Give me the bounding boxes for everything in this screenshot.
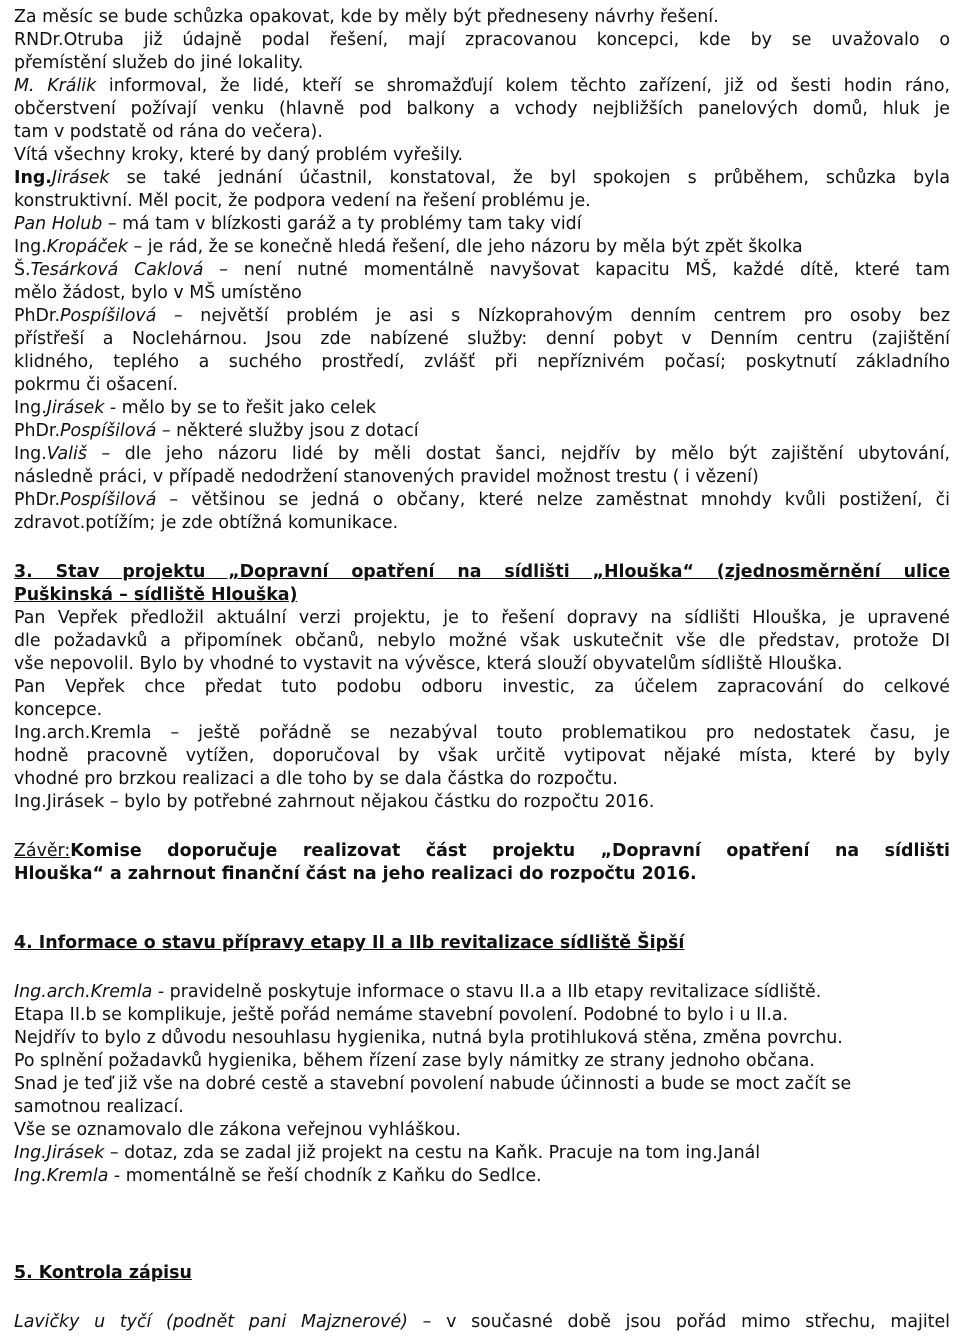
- text-span: Pan Holub: [14, 214, 103, 234]
- text-span: přemístění služeb do jiné lokality.: [14, 53, 304, 73]
- text-line: [14, 374, 950, 397]
- text-span: Ing.: [14, 168, 52, 188]
- text-span: Jirásek: [51, 168, 110, 188]
- text-span: PhDr.: [14, 306, 60, 326]
- text-span: – některé služby jsou z dotací: [156, 421, 419, 441]
- text-line: [14, 29, 950, 52]
- text-line: [14, 489, 950, 512]
- text-line: [14, 397, 950, 420]
- text-line: [14, 121, 950, 144]
- text-line: [14, 791, 950, 814]
- text-span: – dotaz, zda se zadal již projekt na cestu na Kaňk. Pracuje na tom ing.Janál: [104, 1143, 761, 1163]
- text-line: [14, 1142, 950, 1165]
- text-line: [14, 236, 950, 259]
- text-span: samotnou realizací.: [14, 1097, 184, 1117]
- text-span: Vše se oznamovalo dle zákona veřejnou vyhláškou.: [14, 1120, 461, 1140]
- text-span: Závěr:: [14, 841, 71, 861]
- text-line: [14, 699, 950, 722]
- text-span: se také jednání účastnil, konstatoval, že byl spokojen s průběhem, schůzka byla: [109, 168, 950, 188]
- text-span: 3. Stav projektu „Dopravní opatření na sídlišti „Hlouška“ (zjednosměrnění ulice: [14, 562, 950, 582]
- text-span: koncepce.: [14, 700, 103, 720]
- text-line: [14, 305, 950, 328]
- text-line: [14, 98, 950, 121]
- text-line: [14, 745, 950, 768]
- text-span: 4. Informace o stavu přípravy etapy II a IIb revitalizace sídliště Šipší: [14, 933, 685, 953]
- text-line: [14, 1096, 950, 1119]
- text-span: konstruktivní. Měl pocit, že podpora vedení na řešení problému je.: [14, 191, 591, 211]
- text-line: [14, 190, 950, 213]
- text-span: Vítá všechny kroky, které by daný problém vyřešily.: [14, 145, 464, 165]
- text-span: vše nepovolil. Bylo by vhodné to vystavit na vývěsce, která slouží obyvatelům sídliště Hlouška.: [14, 654, 843, 674]
- text-span: – je rád, že se konečně hledá řešení, dle jeho názoru by měla být zpět školka: [127, 237, 803, 257]
- text-span: mělo žádost, bylo v MŠ umístěno: [14, 283, 302, 303]
- text-line: [14, 328, 950, 351]
- text-span: PhDr.: [14, 490, 60, 510]
- text-span: Komise doporučuje realizovat část projektu „Dopravní opatření na sídlišti: [70, 841, 950, 861]
- text-span: zdravot.potížím; je zde obtížná komunikace.: [14, 513, 399, 533]
- text-span: Ing.: [14, 237, 47, 257]
- text-line: [14, 607, 950, 630]
- text-span: Nejdřív to bylo z důvodu nesouhlasu hygienika, nutná byla protihluková stěna, změna povrchu.: [14, 1028, 843, 1048]
- text-span: Pospíšilová: [59, 421, 157, 441]
- text-line: [14, 584, 950, 607]
- text-line: [14, 561, 950, 584]
- text-span: Hlouška“ a zahrnout finanční část na jeho realizaci do rozpočtu 2016.: [14, 864, 697, 884]
- text-line: [14, 1050, 950, 1073]
- text-line: [14, 863, 950, 886]
- text-line: [14, 6, 950, 29]
- text-span: Snad je teď již vše na dobré cestě a stavební povolení nabude účinnosti a bude se moct začít se: [14, 1074, 852, 1094]
- text-line: [14, 1262, 950, 1285]
- text-span: Pospíšilová: [59, 306, 157, 326]
- text-span: vhodné pro brzkou realizaci a dle toho by se dala částka do rozpočtu.: [14, 769, 618, 789]
- text-line: [14, 466, 950, 489]
- text-line: [14, 653, 950, 676]
- text-line: [14, 75, 950, 98]
- text-span: Vališ: [46, 444, 87, 464]
- text-span: Jirásek: [46, 398, 105, 418]
- text-line: [14, 932, 950, 955]
- text-span: Puškinská – sídliště Hlouška): [14, 585, 298, 605]
- text-span: – největší problém je asi s Nízkoprahovým denním centrem pro osoby bez: [156, 306, 950, 326]
- text-span: hodně pracovně vytížen, doporučoval by však určitě vytipovat nějaké místa, které by byly: [14, 746, 950, 766]
- text-line: [14, 52, 950, 75]
- text-span: Ing.Kremla: [14, 1166, 109, 1186]
- text-span: Za měsíc se bude schůzka opakovat, kde by měly být předneseny návrhy řešení.: [14, 7, 719, 27]
- text-span: – není nutné momentálně navyšovat kapacitu MŠ, každé dítě, které tam: [203, 260, 950, 280]
- text-span: – v současné době jsou pořád mimo střechu, majitel: [407, 1312, 950, 1332]
- text-span: občerstvení požívají venku (hlavně pod balkony a vchody nejbližších panelových domů, hluk je: [14, 99, 950, 119]
- text-line: [14, 676, 950, 699]
- text-line: [14, 1119, 950, 1142]
- text-span: pokrmu či ošacení.: [14, 375, 179, 395]
- text-span: Ing.Jirásek: [14, 1143, 105, 1163]
- text-line: [14, 1004, 950, 1027]
- text-line: [14, 1311, 950, 1334]
- text-line: [14, 420, 950, 443]
- text-span: RNDr.Otruba již údajně podal řešení, mají zpracovanou koncepci, kde by se uvažovalo o: [14, 30, 950, 50]
- text-span: Ing.: [14, 398, 47, 418]
- text-span: – většinou se jedná o občany, které nelze zaměstnat mnohdy kvůli postižení, či: [156, 490, 950, 510]
- text-span: Lavičky u tyčí (podnět pani Majznerové): [14, 1312, 408, 1332]
- text-span: informoval, že lidé, kteří se shromažďují kolem těchto zařízení, již od šesti hodin ráno,: [96, 76, 950, 96]
- text-line: [14, 840, 950, 863]
- text-span: - pravidelně poskytuje informace o stavu II.a a IIb etapy revitalizace sídliště.: [152, 982, 822, 1002]
- text-span: Ing.Jirásek – bylo by potřebné zahrnout nějakou částku do rozpočtu 2016.: [14, 792, 655, 812]
- text-span: klidného, teplého a suchého prostředí, zvlášť při nepříznivém počasí; poskytnutí základního: [14, 352, 950, 372]
- text-span: – dle jeho názoru lidé by měli dostat šanci, nejdřív by mělo být zajištění ubytování,: [86, 444, 950, 464]
- text-span: Pan Vepřek chce předat tuto podobu odboru investic, za účelem zapracování do celkové: [14, 677, 950, 697]
- text-line: [14, 1073, 950, 1096]
- text-line: [14, 144, 950, 167]
- text-line: [14, 722, 950, 745]
- text-span: tam v podstatě od rána do večera).: [14, 122, 323, 142]
- text-line: [14, 630, 950, 653]
- text-span: - momentálně se řeší chodník z Kaňku do Sedlce.: [108, 1166, 542, 1186]
- text-span: následně práci, v případě nedodržení stanovených pravidel možnost trestu ( i vězení): [14, 467, 759, 487]
- text-line: [14, 282, 950, 305]
- text-span: Š.: [14, 260, 31, 280]
- text-span: Etapa II.b se komplikuje, ještě pořád nemáme stavební povolení. Podobné to bylo i u II.a.: [14, 1005, 789, 1025]
- text-line: [14, 443, 950, 466]
- text-span: přístřeší a Noclehárnou. Jsou zde nabízené služby: denní pobyt v Denním centru (zajištění: [14, 329, 950, 349]
- text-line: [14, 351, 950, 374]
- text-span: M. Králik: [14, 76, 97, 96]
- text-span: dle požadavků a připomínek občanů, nebylo možné však uskutečnit vše dle představ, protože DI: [14, 631, 950, 651]
- text-span: Tesárková Caklová: [30, 260, 204, 280]
- text-span: Ing.arch.Kremla – ještě pořádně se nezabýval touto problematikou pro nedostatek času, je: [14, 723, 950, 743]
- text-span: PhDr.: [14, 421, 60, 441]
- text-line: [14, 512, 950, 535]
- text-line: [14, 167, 950, 190]
- text-span: Po splnění požadavků hygienika, během řízení zase byly námitky ze strany jednoho občana.: [14, 1051, 815, 1071]
- text-line: [14, 259, 950, 282]
- text-span: 5. Kontrola zápisu: [14, 1263, 192, 1283]
- text-span: - mělo by se to řešit jako celek: [104, 398, 377, 418]
- text-line: [14, 981, 950, 1004]
- text-line: [14, 1027, 950, 1050]
- text-span: Ing.: [14, 444, 47, 464]
- text-span: Pospíšilová: [59, 490, 157, 510]
- text-line: [14, 213, 950, 236]
- text-span: – má tam v blízkosti garáž a ty problémy tam taky vidí: [102, 214, 582, 234]
- text-span: Pan Vepřek předložil aktuální verzi projektu, je to řešení dopravy na sídlišti Hlouška, je upravené: [14, 608, 950, 628]
- text-span: Ing.arch.Kremla: [14, 982, 153, 1002]
- text-span: Kropáček: [46, 237, 128, 257]
- text-line: [14, 768, 950, 791]
- text-line: [14, 1165, 950, 1188]
